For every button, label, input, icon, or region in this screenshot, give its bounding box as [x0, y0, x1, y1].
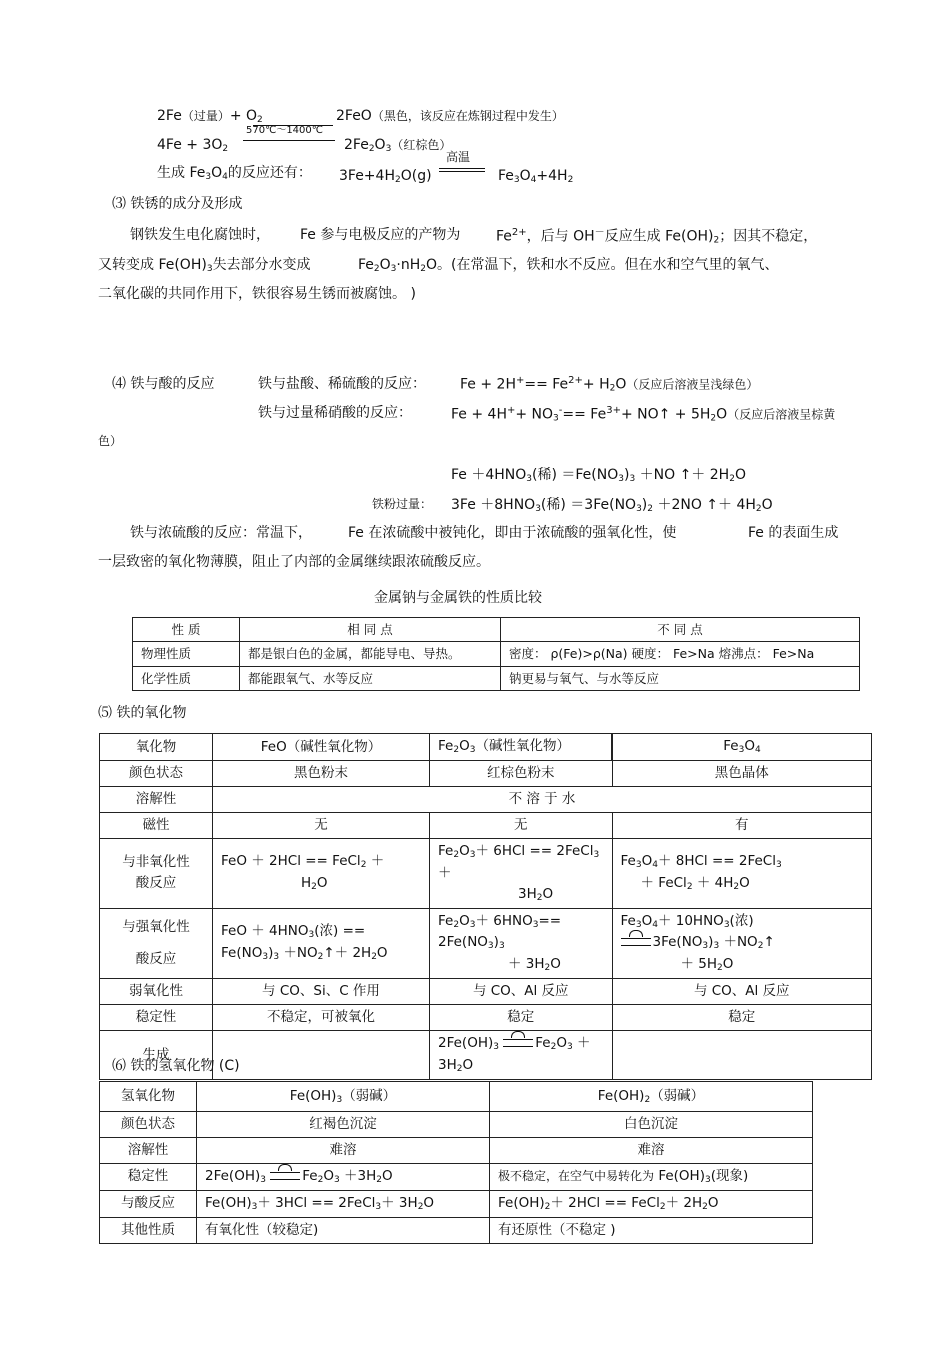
equation-fe2o3: $4Fe + 3O_2$	[157, 137, 229, 154]
table-cell: 红棕色粉末	[430, 760, 613, 786]
paragraph-line: 钢铁发生电化腐蚀时，	[130, 227, 270, 243]
table-row	[100, 838, 872, 908]
paragraph-line: Fe 的表面生成	[748, 525, 839, 541]
table-cell: 无	[213, 812, 430, 838]
reaction-equation: $Fe + 4H^++ NO_3^-== Fe^{3+}+$ NO↑ + $5H_2O$（反应后溶液呈棕黄	[451, 405, 836, 424]
row-label: 稳定性	[100, 1005, 213, 1031]
table-title: 金属钠与金属铁的性质比较	[374, 590, 542, 606]
equation-fe3o4-lead: 生成 $Fe_3O_4$的反应还有：	[157, 165, 312, 182]
table-cell: 钠更易与氧气、与水等反应	[501, 666, 860, 690]
table-row	[100, 1163, 813, 1190]
table-row	[133, 618, 860, 642]
condition-label: 570℃～1400℃	[246, 125, 323, 136]
table-cell: 有	[612, 812, 872, 838]
table-row	[100, 1190, 813, 1217]
equation-fe3o4: $3Fe+4H_2O(g)$	[339, 168, 432, 185]
row-label: 生成	[100, 1031, 213, 1080]
reaction-label: 铁粉过量：	[372, 497, 433, 511]
table-cell: 难溶	[490, 1137, 813, 1163]
section-title: ⑹ 铁的氢氧化物 (C)	[112, 1058, 240, 1074]
table-cell: 有还原性（不稳定 )	[490, 1217, 813, 1243]
table-row	[100, 734, 872, 761]
equation-fe3o4-product: $Fe_3O_4+4H_2$	[498, 168, 574, 185]
arrow	[243, 140, 335, 141]
table-cell: 无	[430, 812, 613, 838]
table-cell: $Fe(OH)_2+ 2HCl$ == FeCl$_2$＋ $2H_2O$	[490, 1190, 813, 1217]
section-title: ⑷ 铁与酸的反应	[112, 376, 215, 392]
table-cell: $Fe(OH)_3+ 3HCl$ == 2FeCl$_3$＋ $3H_2O$	[197, 1190, 490, 1217]
table-header: FeO（碱性氧化物）	[213, 734, 430, 761]
reaction-label: 铁与过量稀硝酸的反应：	[258, 405, 412, 421]
reaction-equation: $Fe +4HNO_3$(稀) $=Fe(NO_3)_3 +NO$ ↑＋ $2H_2O$	[451, 467, 746, 484]
table-cell: 不 溶 于 水	[213, 786, 872, 812]
table-cell: 不稳定，可被氧化	[213, 1005, 430, 1031]
paragraph-line: Fe 参与电极反应的产物为	[300, 227, 461, 243]
table-header: $Fe_3O_4$	[612, 734, 872, 761]
table-cell: 密度： ρ(Fe)>ρ(Na) 硬度： Fe>Na 熔沸点： Fe>Na	[501, 642, 860, 666]
table-row	[100, 1005, 872, 1031]
table-cell: 有氧化性（较稳定)	[197, 1217, 490, 1243]
table-cell: 都是银白色的金属，都能导电、导热。	[240, 642, 501, 666]
row-label: 溶解性	[100, 1137, 197, 1163]
table-cell: 与 CO、Al 反应	[612, 979, 872, 1005]
table-cell	[213, 1031, 430, 1080]
row-label: 氧化物	[100, 734, 213, 761]
table-header: $Fe(OH)_3$（弱碱）	[197, 1082, 490, 1112]
table-cell: 稳定	[612, 1005, 872, 1031]
table-row	[100, 786, 872, 812]
table-cell: $Fe_2O_3+ 6HCl$ == 2FeCl$_3$ ＋ $3H_2O$	[430, 838, 613, 908]
table-cell: 物理性质	[133, 642, 240, 666]
table-cell: 化学性质	[133, 666, 240, 690]
table-cell: FeO ＋ 2HCl == FeCl$_2$ ＋ $H_2O$	[213, 838, 430, 908]
table-header: $Fe(OH)_2$（弱碱）	[490, 1082, 813, 1112]
paragraph-line: 一层致密的氧化物薄膜，阻止了内部的金属继续跟浓硫酸反应。	[98, 554, 490, 570]
table-cell: $2Fe(OH)_3$ $Fe_2O_3 +3H_2O$	[430, 1031, 613, 1080]
table-cell: 红褐色沉淀	[197, 1112, 490, 1138]
table-row	[100, 812, 872, 838]
equation-feo: 2Fe（过量）+ $O_2$	[157, 108, 263, 125]
table-row	[100, 1112, 813, 1138]
table-cell: 极不稳定，在空气中易转化为 $Fe(OH)_3$(现象)	[490, 1163, 813, 1190]
table-cell: 都能跟氧气、水等反应	[240, 666, 501, 690]
table-cell: 与 CO、Al 反应	[430, 979, 613, 1005]
table-cell	[612, 1031, 872, 1080]
hydroxide-table	[99, 1081, 813, 1244]
table-cell: $2Fe(OH)_3$ $Fe_2O_3 +3H_2O$	[197, 1163, 490, 1190]
table-header: 性 质	[133, 618, 240, 642]
row-label: 与非氧化性 酸反应	[100, 838, 213, 908]
row-label: 与强氧化性 酸反应	[100, 908, 213, 979]
row-label: 与酸反应	[100, 1190, 197, 1217]
row-label: 磁性	[100, 812, 213, 838]
row-label: 稳定性	[100, 1163, 197, 1190]
table-row	[100, 1082, 813, 1112]
table-header: 相 同 点	[240, 618, 501, 642]
table-cell: FeO ＋ $4HNO_3$(浓) == $Fe(NO_3)_3$ $+NO_2↑+ 2H_2O$	[213, 908, 430, 979]
table-row	[100, 908, 872, 979]
equals-sign	[439, 168, 485, 172]
row-label: 其他性质	[100, 1217, 197, 1243]
table-cell: 难溶	[197, 1137, 490, 1163]
table-row	[100, 760, 872, 786]
reaction-equation: $Fe + 2H^+== Fe^{2+}+ H_2O$（反应后溶液呈浅绿色）	[460, 375, 759, 394]
comparison-table	[132, 617, 860, 691]
row-label: 氢氧化物	[100, 1082, 197, 1112]
paragraph-line: Fe 在浓硫酸中被钝化，即由于浓硫酸的强氧化性，使	[348, 525, 677, 541]
heat-symbol-icon	[270, 1172, 300, 1180]
table-cell: $Fe_2O_3+ 6HNO_3== 2Fe(NO_3)_3$ ＋ $3H_2O$	[430, 908, 613, 979]
table-header: 不 同 点	[501, 618, 860, 642]
table-cell: 与 CO、Si、C 作用	[213, 979, 430, 1005]
table-row	[100, 979, 872, 1005]
table-cell: 黑色晶体	[612, 760, 872, 786]
row-label: 颜色状态	[100, 1112, 197, 1138]
paragraph-line: 铁与浓硫酸的反应：常温下，	[130, 525, 312, 541]
table-cell: 稳定	[430, 1005, 613, 1031]
table-cell: 白色沉淀	[490, 1112, 813, 1138]
oxide-table	[99, 733, 872, 1080]
paragraph-line: 又转变成 $Fe(OH)_3$失去部分水变成	[98, 257, 311, 274]
table-header: $Fe_2O_3$（碱性氧化物）	[430, 734, 613, 761]
heat-symbol-icon	[503, 1039, 533, 1047]
paragraph-line: $Fe_2O_3\cdot nH_2O$。(在常温下，铁和水不反应。但在水和空气里的氧气、	[358, 257, 779, 274]
condition-label: 高温	[446, 150, 471, 164]
row-label: 颜色状态	[100, 760, 213, 786]
reaction-label: 铁与盐酸、稀硫酸的反应：	[258, 376, 426, 392]
row-label: 溶解性	[100, 786, 213, 812]
row-label: 弱氧化性	[100, 979, 213, 1005]
reaction-equation: $3Fe +8HNO_3$(稀) $=3Fe(NO_3)_2 +2NO$ ↑＋ $4H_2O$	[451, 497, 773, 514]
equation-feo-product: 2FeO（黑色，该反应在炼钢过程中发生）	[336, 108, 564, 124]
table-row	[133, 666, 860, 690]
section-title: ⑶ 铁锈的成分及形成	[112, 196, 243, 212]
table-row	[100, 1137, 813, 1163]
heat-symbol-icon	[621, 938, 651, 946]
table-row	[100, 1217, 813, 1243]
table-cell: $Fe_3O_4+ 8HCl$ == 2FeCl$_3$ ＋ FeCl$_2$ ＋ $4H_2O$	[612, 838, 872, 908]
table-cell: $Fe_3O_4+ 10HNO_3$(浓) $3Fe(NO_3)_3$ $+NO_2↑$ ＋ $5H_2O$	[612, 908, 872, 979]
table-cell: 黑色粉末	[213, 760, 430, 786]
comment-text: 色）	[98, 434, 123, 448]
table-row	[133, 642, 860, 666]
paragraph-line: 二氧化碳的共同作用下，铁很容易生锈而被腐蚀。 )	[98, 286, 416, 302]
paragraph-line: $Fe^{2+}$，后与 OH－反应生成 $Fe(OH)_2$；因其不稳定，	[496, 227, 818, 246]
equation-fe2o3-product: $2Fe_2O_3$（红棕色）	[344, 137, 452, 154]
section-title: ⑸ 铁的氧化物	[98, 705, 187, 721]
